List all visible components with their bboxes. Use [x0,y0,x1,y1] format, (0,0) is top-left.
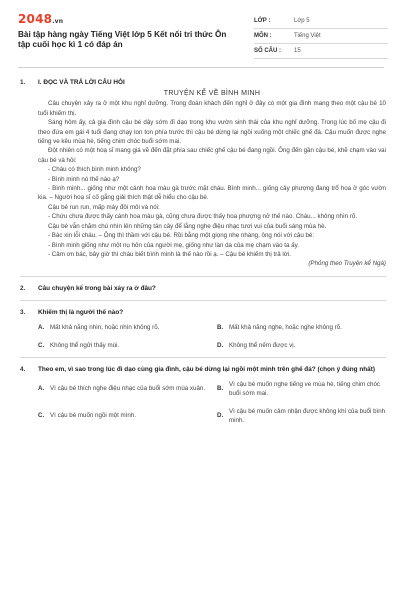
page-header [18,12,388,62]
story-paragraph: - Bình minh... giống như một cánh hoa màu gà trước mặt cháu. Bình minh... giống cây phượng đang trổ hoa ở góc vườn kia. – Người hoạ sĩ cố gắng giải thích thật dễ hiểu cho cậu bé. [38,185,386,202]
story-paragraph: Câu chuyện xảy ra ở một khu nghỉ dưỡng. Trong đoàn khách đến nghỉ ở đây có một gia đình mang theo một cậu bé 10 tuổi khiếm thị. [38,100,386,117]
story-paragraph: Đột nhiên có một hoạ sĩ mang giá vẽ đến đặt phía sau chiếc ghế cậu bé đang ngồi. Ông đến gần cậu bé, khẽ chạm vào vai cậu bé và hỏi: [38,147,386,164]
header-divider [18,67,384,68]
question-4-options [38,380,386,425]
answer-option-a[interactable] [38,380,207,398]
meta-value: 15 [294,48,301,54]
question-number: 2. [20,284,26,292]
question-3-options [38,323,386,350]
reading-passage [38,89,386,269]
question-number: 3. [20,308,26,316]
story-paragraph: - Cháu có thích bình minh không? [48,166,141,174]
answer-option-d[interactable] [217,407,386,425]
answer-option-b[interactable] [217,380,386,398]
answer-option-d[interactable] [217,341,386,350]
question-4 [20,365,386,374]
meta-table [254,14,388,59]
question-number: 4. [20,365,26,373]
section-divider [20,300,386,301]
option-label: A. [38,385,45,393]
answer-option-b[interactable] [217,323,386,332]
logo-suffix: .vn [52,18,64,25]
question-text: Câu chuyện kể trong bài xảy ra ở đâu? [38,284,156,292]
story-paragraph: - Bình minh nó thế nào ạ? [48,175,120,183]
option-label: B. [217,323,224,331]
section-title: I. ĐỌC VÀ TRẢ LỜI CÂU HỎI [38,79,125,86]
option-text: Vì cậu bé muốn ngồi một mình. [50,412,136,420]
option-label: C. [38,412,45,420]
meta-value: Lớp 5 [294,18,310,24]
option-text: Mất khả năng nhìn, hoặc nhìn không rõ. [50,323,160,331]
question-3 [20,308,386,317]
question-number: 1. [20,79,26,86]
answer-option-a[interactable] [38,323,207,332]
worksheet-content [20,78,386,425]
story-paragraph: - Bình minh giống như một nụ hôn của người mẹ, giống như làn da của mẹ chạm vào ta ấy. [48,241,299,249]
story-paragraph: Cậu bé run run, mấp máy đôi môi và nói: [48,203,160,211]
answer-option-c[interactable] [38,341,207,350]
meta-key: LỚP : [254,18,271,24]
story-title: TRUYỆN KỂ VỀ BÌNH MINH [163,90,261,97]
option-label: A. [38,323,45,331]
story-paragraph: Cậu bé vẫn chăm chú nhìn lên những tán cây để lắng nghe điệu nhạc tươi vui của buổi sáng mùa hè. [48,222,327,230]
document-title: Bài tập hàng ngày Tiếng Việt lớp 5 Kết nối tri thức Ôn tập cuối học kì 1 có đáp án [18,30,227,49]
meta-row-count [254,44,388,59]
option-label: C. [38,341,45,349]
option-text: Vì cậu bé thích nghe điệu nhạc của buổi sớm mùa xuân. [50,385,206,393]
option-text: Không thể ngửi thấy mùi. [50,341,120,349]
meta-value: Tiếng Việt [294,33,321,39]
option-label: D. [217,412,224,420]
option-text: Vì cậu bé muốn nghe tiếng ve mùa hè, tiếng chim chóc buổi sớm mai. [229,380,380,397]
section-divider [20,276,386,277]
option-label: D. [217,341,224,349]
question-1-heading [20,78,386,87]
question-2 [20,284,386,293]
story-paragraph: - Cảm ơn bác, bây giờ thì cháu biết bình minh là thế nào rồi ạ. – Cậu bé khiếm thị trả lời. [48,250,291,258]
option-label: B. [217,385,224,393]
meta-row-subject [254,29,388,44]
story-paragraph: - Bác xin lỗi cháu. – Ông thì thầm với cậu bé. Rồi bằng một giọng nhẹ nhàng, ông nói với cậu bé: [48,232,315,240]
story-paragraph: - Chứu chưa được thấy cánh hoa màu gà, cũng chưa được thấy hoa phượng nở thế nào. Cháu... không nhìn rõ. [48,213,358,221]
option-text: Không thể nếm được vị. [229,341,296,349]
story-source: (Phỏng theo Truyện kể Ngà) [308,260,386,268]
option-text: Mất khả năng nghe, hoặc nghe không rõ. [229,323,342,331]
answer-option-c[interactable] [38,407,207,425]
story-paragraph: Sáng hôm ấy, cả gia đình cậu bé dậy sớm đi dạo trong khu vườn sinh thái của khu nghỉ dưỡng. Trong lúc bố mẹ cậu đi theo đứa em gái 4 tuổi đang chạy lon ton phía trước thì cậu bé dừng lại ngồi xuống một chiếc ghế đá. Cậu muốn được nghe tiếng ve kêu mùa hè, tiếng chim chóc buổi sớm mai. [38,119,386,146]
logo-main: 2048 [18,12,53,26]
meta-key: MÔN : [254,33,272,39]
meta-key: SỐ CÂU : [254,48,281,54]
question-text: Theo em, vì sao trong lúc đi dạo cùng gia đình, cậu bé dừng lại ngồi một mình trên ghế đá? (chọn ý đúng nhất) [38,365,375,373]
site-logo[interactable] [18,12,63,26]
question-text: Khiếm thị là người thế nào? [38,308,124,316]
option-text: Vì cậu bé muốn cảm nhận được không khí của buổi bình minh. [229,407,386,424]
section-divider [20,357,386,358]
meta-row-grade [254,14,388,29]
